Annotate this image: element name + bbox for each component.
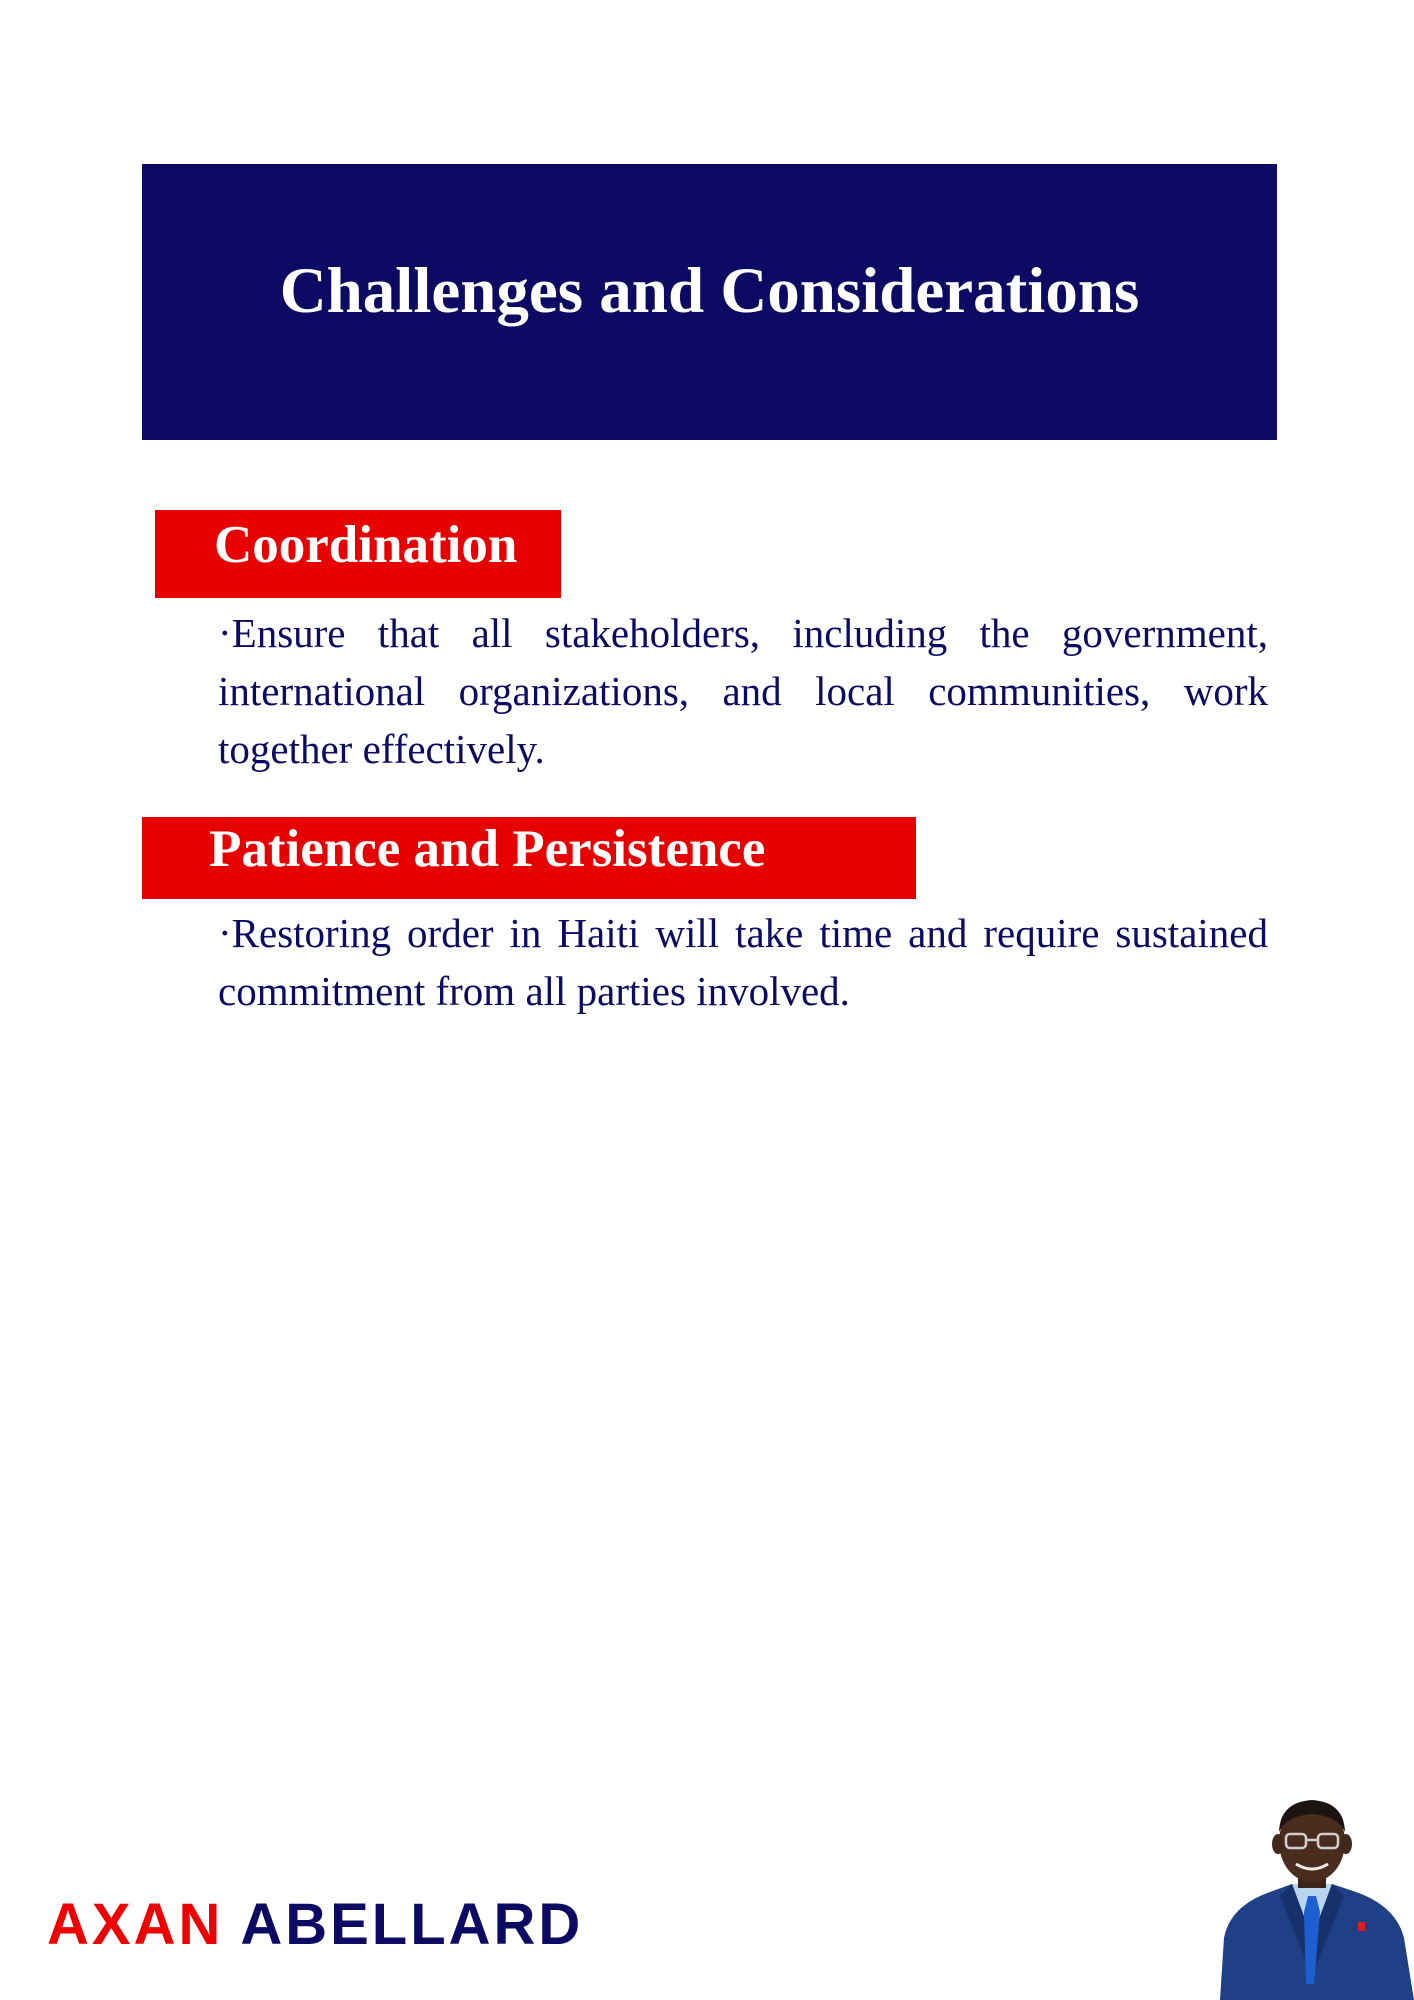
section-heading-patience: Patience and Persistence [142,817,916,899]
brand-logo [47,1892,584,1957]
section-body-coordination: ·Ensure that all stakeholders, including the government, international organizations, and local communities, work together effectively. [218,610,1268,772]
brand-first-name: AXAN [47,1892,224,1957]
title-banner [142,164,1277,440]
person-portrait-icon [1210,1788,1414,2000]
section-heading-coordination: Coordination [155,510,561,598]
section-body-patience: ·Restoring order in Haiti will take time and require sustained commitment from all parties involved. [218,910,1268,1014]
page-title: Challenges and Considerations [279,255,1140,327]
brand-last-name: ABELLARD [240,1892,584,1957]
